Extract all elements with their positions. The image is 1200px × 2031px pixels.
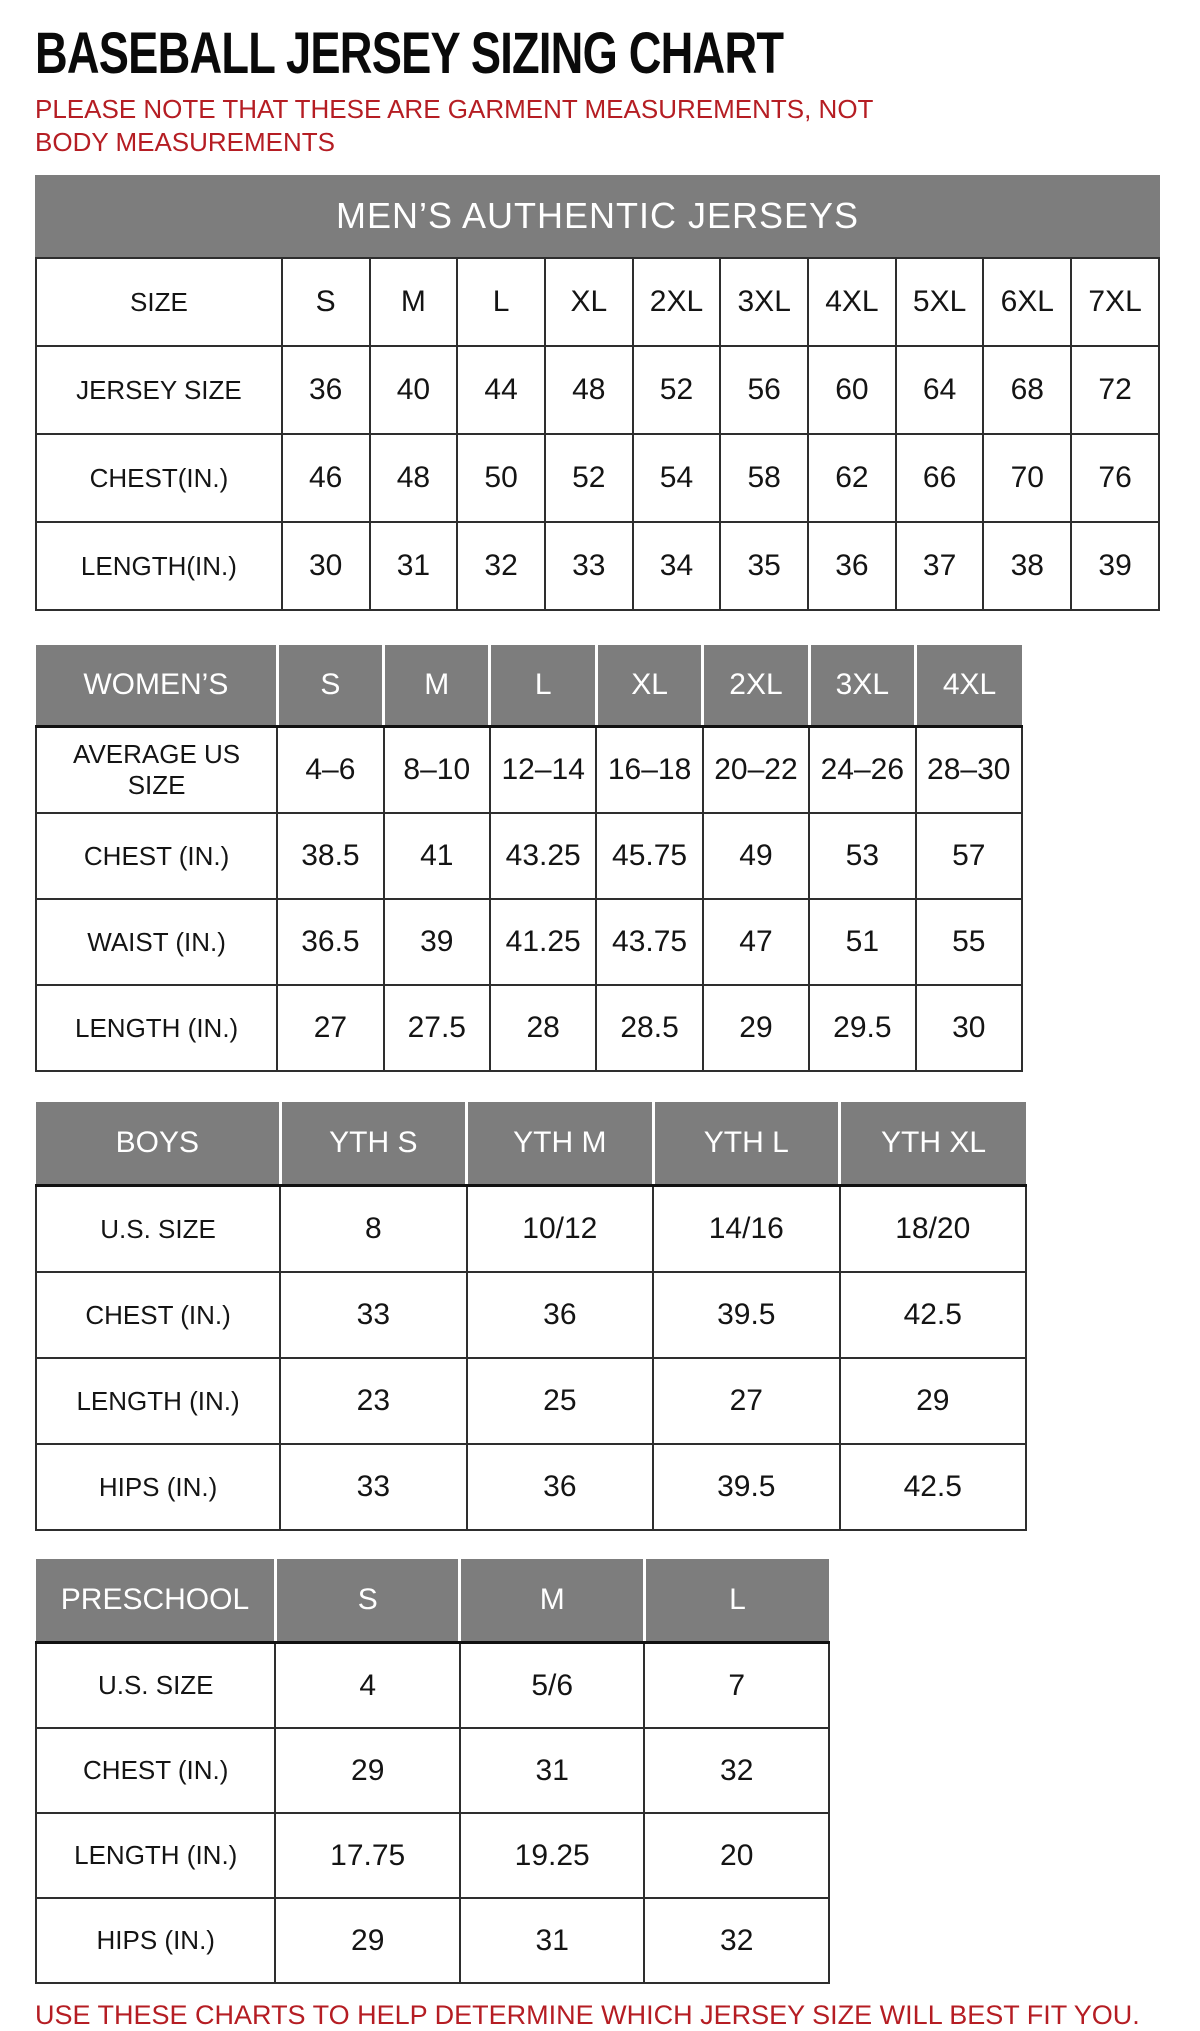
value-cell: 36 [467,1444,653,1530]
value-cell: 36 [808,522,896,610]
value-cell: 8 [280,1186,466,1273]
value-cell: 20 [644,1813,829,1898]
boys-jerseys-table [35,1102,1027,1531]
value-cell: 36 [282,346,370,434]
value-cell: 42.5 [840,1272,1026,1358]
value-cell: 39 [1071,522,1159,610]
table-row [36,1444,1026,1530]
table-header-row [36,1559,829,1643]
column-header-cell: S [275,1559,460,1643]
value-cell: 70 [983,434,1071,522]
value-cell: 19.25 [460,1813,645,1898]
value-cell: 37 [896,522,984,610]
mens-size-table [35,257,1160,611]
value-cell: 33 [280,1444,466,1530]
value-cell: 3XL [720,258,808,346]
value-cell: 42.5 [840,1444,1026,1530]
row-label-cell: WAIST (IN.) [36,899,277,985]
value-cell: 47 [703,899,809,985]
mens-table-banner: MEN’S AUTHENTIC JERSEYS [35,175,1160,257]
column-header-cell: XL [596,645,702,727]
row-label-cell: CHEST (IN.) [36,1728,275,1813]
column-header-cell: M [384,645,490,727]
table-row [36,1358,1026,1444]
value-cell: 39.5 [653,1444,839,1530]
value-cell: 48 [545,346,633,434]
table-row [36,899,1022,985]
column-header-cell: WOMEN’S [36,645,277,727]
value-cell: 72 [1071,346,1159,434]
footer-note: USE THESE CHARTS TO HELP DETERMINE WHICH JERSEY SIZE WILL BEST FIT YOU. [35,2000,1140,2031]
row-label-cell: CHEST (IN.) [36,1272,280,1358]
value-cell: 31 [370,522,458,610]
womens-size-table [35,645,1023,1072]
value-cell: 66 [896,434,984,522]
value-cell: 24–26 [809,727,915,814]
table-row [36,434,1159,522]
value-cell: 27 [653,1358,839,1444]
value-cell: 28–30 [916,727,1022,814]
value-cell: 20–22 [703,727,809,814]
value-cell: 44 [457,346,545,434]
value-cell: 53 [809,813,915,899]
row-label-cell: JERSEY SIZE [36,346,282,434]
row-label-cell: U.S. SIZE [36,1186,280,1273]
value-cell: 17.75 [275,1813,460,1898]
row-label-cell: U.S. SIZE [36,1643,275,1729]
row-label-cell: SIZE [36,258,282,346]
value-cell: 55 [916,899,1022,985]
value-cell: 27 [277,985,383,1071]
value-cell: 33 [545,522,633,610]
table-row [36,522,1159,610]
value-cell: 57 [916,813,1022,899]
row-label-cell: CHEST(IN.) [36,434,282,522]
row-label-cell: LENGTH (IN.) [36,1813,275,1898]
value-cell: 31 [460,1728,645,1813]
value-cell: 28.5 [596,985,702,1071]
preschool-size-table [35,1559,830,1984]
value-cell: 51 [809,899,915,985]
row-label-cell: HIPS (IN.) [36,1898,275,1983]
value-cell: 29 [275,1728,460,1813]
table-row [36,1643,829,1729]
column-header-cell: PRESCHOOL [36,1559,275,1643]
table-row [36,1272,1026,1358]
value-cell: 45.75 [596,813,702,899]
table-row [36,1728,829,1813]
value-cell: 5/6 [460,1643,645,1729]
value-cell: 27.5 [384,985,490,1071]
table-row [36,1813,829,1898]
table-row [36,813,1022,899]
value-cell: 64 [896,346,984,434]
row-label-cell: CHEST (IN.) [36,813,277,899]
value-cell: 41 [384,813,490,899]
mens-authentic-jerseys-table [35,175,1160,611]
table-header-row [36,645,1022,727]
table-row [36,985,1022,1071]
page-title: BASEBALL JERSEY SIZING CHART [35,21,784,86]
column-header-cell: YTH M [467,1102,653,1186]
value-cell: 29 [275,1898,460,1983]
table-row [36,727,1022,814]
value-cell: 18/20 [840,1186,1026,1273]
value-cell: 56 [720,346,808,434]
value-cell: 31 [460,1898,645,1983]
row-label-cell: HIPS (IN.) [36,1444,280,1530]
value-cell: 29.5 [809,985,915,1071]
value-cell: 39.5 [653,1272,839,1358]
row-label-cell: LENGTH (IN.) [36,1358,280,1444]
value-cell: 38.5 [277,813,383,899]
value-cell: M [370,258,458,346]
value-cell: 14/16 [653,1186,839,1273]
preschool-jerseys-table [35,1559,830,1984]
value-cell: 76 [1071,434,1159,522]
value-cell: 32 [644,1898,829,1983]
value-cell: 33 [280,1272,466,1358]
value-cell: 49 [703,813,809,899]
value-cell: 4–6 [277,727,383,814]
value-cell: 30 [282,522,370,610]
value-cell: 50 [457,434,545,522]
value-cell: 62 [808,434,896,522]
value-cell: 46 [282,434,370,522]
value-cell: 16–18 [596,727,702,814]
column-header-cell: L [644,1559,829,1643]
value-cell: 34 [633,522,721,610]
value-cell: 48 [370,434,458,522]
value-cell: 35 [720,522,808,610]
table-row [36,258,1159,346]
value-cell: 68 [983,346,1071,434]
column-header-cell: L [490,645,596,727]
value-cell: 25 [467,1358,653,1444]
value-cell: 30 [916,985,1022,1071]
row-label-cell: LENGTH (IN.) [36,985,277,1071]
value-cell: 54 [633,434,721,522]
value-cell: 4 [275,1643,460,1729]
table-row [36,1898,829,1983]
column-header-cell: BOYS [36,1102,280,1186]
row-label-cell: AVERAGE US SIZE [36,727,277,814]
column-header-cell: 3XL [809,645,915,727]
value-cell: 6XL [983,258,1071,346]
garment-measurement-note: PLEASE NOTE THAT THESE ARE GARMENT MEASUREMENTS, NOT BODY MEASUREMENTS [35,93,873,158]
column-header-cell: 4XL [916,645,1022,727]
value-cell: XL [545,258,633,346]
womens-jerseys-table [35,645,1023,1072]
value-cell: 29 [703,985,809,1071]
value-cell: L [457,258,545,346]
value-cell: 10/12 [467,1186,653,1273]
value-cell: 43.75 [596,899,702,985]
value-cell: 36.5 [277,899,383,985]
value-cell: 52 [633,346,721,434]
value-cell: 28 [490,985,596,1071]
value-cell: 38 [983,522,1071,610]
value-cell: 12–14 [490,727,596,814]
value-cell: 32 [644,1728,829,1813]
boys-size-table [35,1102,1027,1531]
column-header-cell: M [460,1559,645,1643]
value-cell: S [282,258,370,346]
column-header-cell: YTH S [280,1102,466,1186]
value-cell: 2XL [633,258,721,346]
value-cell: 7 [644,1643,829,1729]
value-cell: 36 [467,1272,653,1358]
value-cell: 52 [545,434,633,522]
value-cell: 4XL [808,258,896,346]
table-header-row [36,1102,1026,1186]
value-cell: 23 [280,1358,466,1444]
value-cell: 41.25 [490,899,596,985]
column-header-cell: 2XL [703,645,809,727]
value-cell: 7XL [1071,258,1159,346]
value-cell: 8–10 [384,727,490,814]
column-header-cell: S [277,645,383,727]
value-cell: 29 [840,1358,1026,1444]
row-label-cell: LENGTH(IN.) [36,522,282,610]
value-cell: 40 [370,346,458,434]
value-cell: 5XL [896,258,984,346]
value-cell: 39 [384,899,490,985]
column-header-cell: YTH XL [840,1102,1026,1186]
table-row [36,1186,1026,1273]
column-header-cell: YTH L [653,1102,839,1186]
value-cell: 60 [808,346,896,434]
value-cell: 58 [720,434,808,522]
value-cell: 32 [457,522,545,610]
table-row [36,346,1159,434]
value-cell: 43.25 [490,813,596,899]
